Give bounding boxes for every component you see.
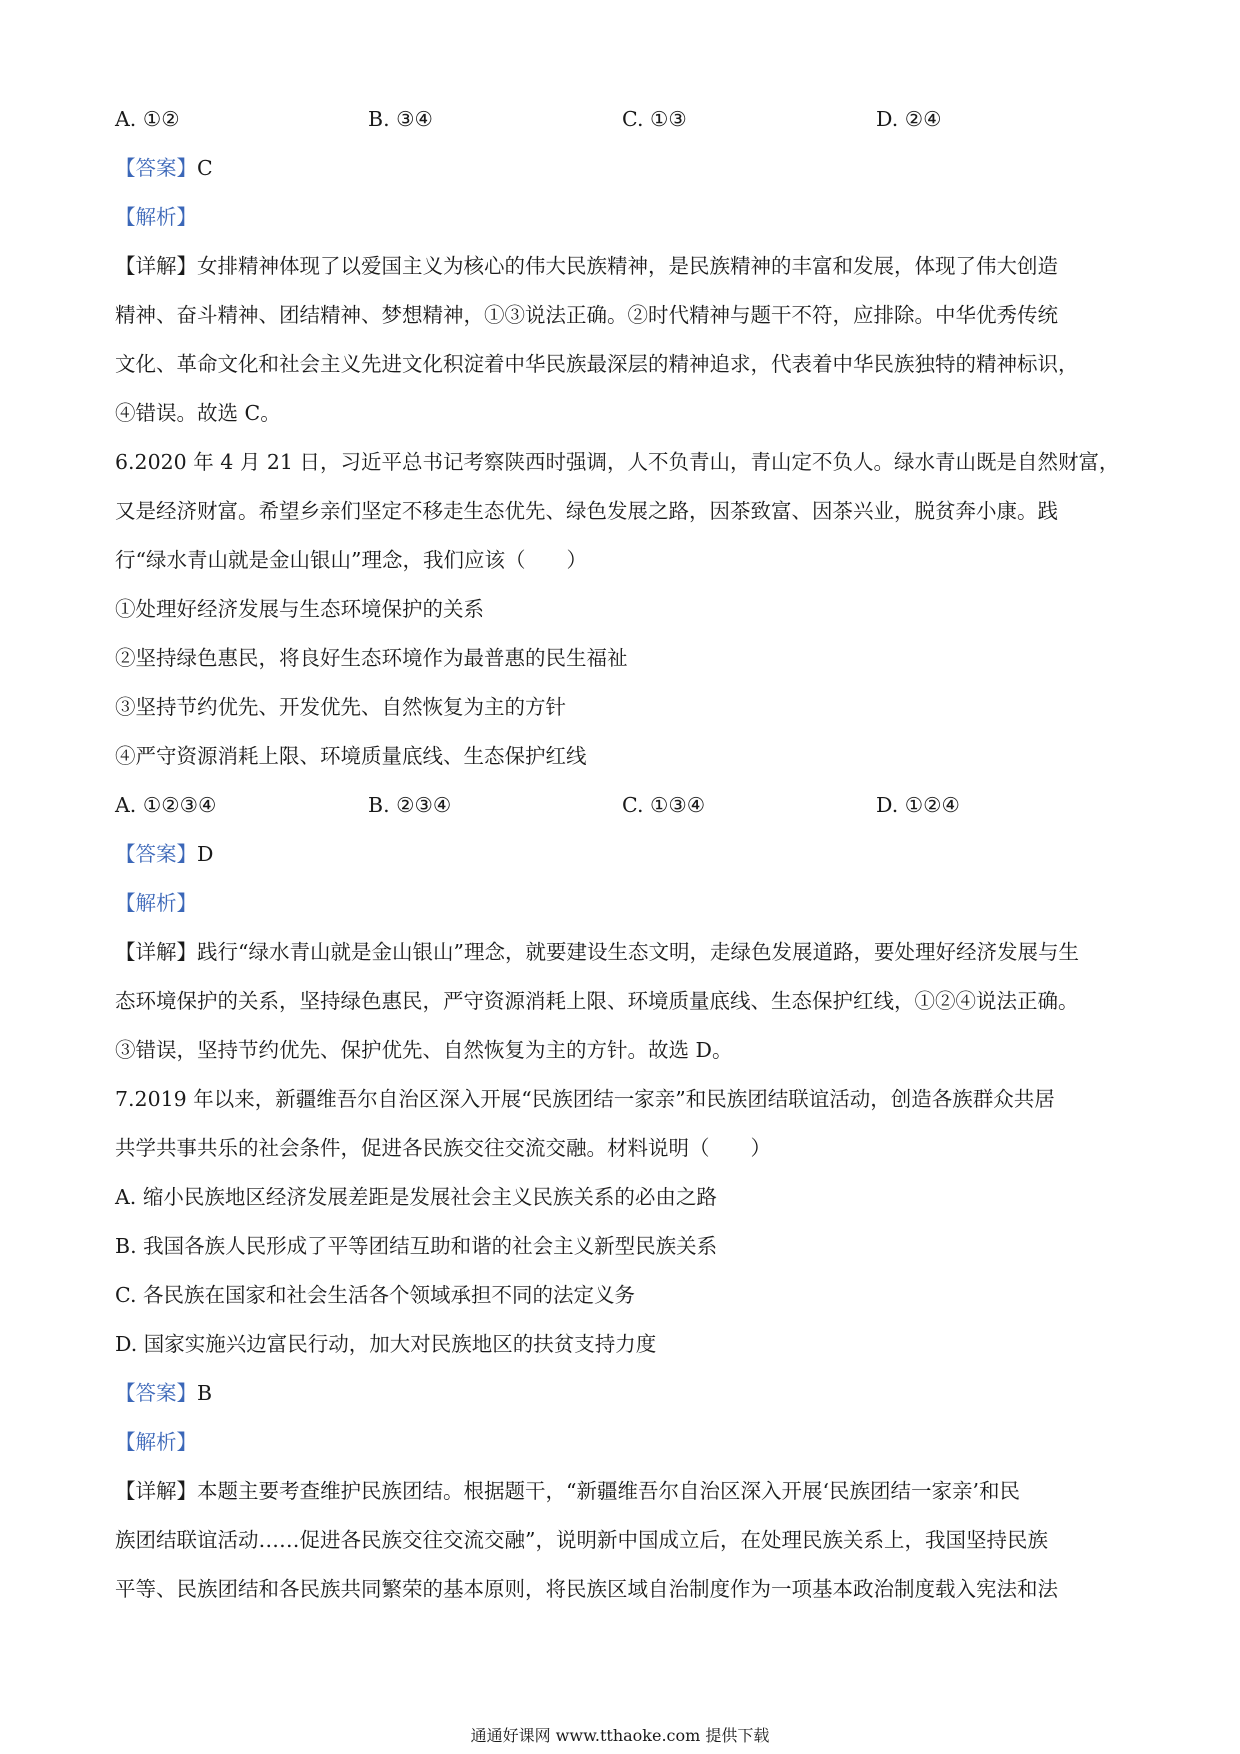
answer-tag: 【答案】	[115, 1381, 197, 1405]
analysis-tag: 【解析】	[115, 205, 197, 229]
q6-detail-line: 【详解】践行“绿水青山就是金山银山”理念，就要建设生态文明，走绿色发展道路，要处理好经济发展与生	[115, 940, 1079, 964]
answer-value: B	[197, 1381, 213, 1405]
q6-item: ③坚持节约优先、开发优先、自然恢复为主的方针	[115, 695, 566, 719]
q6-option-a: A. ①②③④	[115, 793, 217, 817]
q5-detail-line: ④错误。故选 C。	[115, 401, 281, 425]
q5-detail-line: 【详解】女排精神体现了以爱国主义为核心的伟大民族精神，是民族精神的丰富和发展，体现了伟大创造	[115, 254, 1058, 278]
q6-answer	[115, 839, 1135, 869]
q5-analysis	[115, 202, 1135, 232]
q7-option-c: C. 各民族在国家和社会生活各个领域承担不同的法定义务	[115, 1283, 635, 1307]
q7-detail-line: 族团结联谊活动……促进各民族交往交流交融”，说明新中国成立后，在处理民族关系上，我国坚持民族	[115, 1528, 1048, 1552]
answer-tag: 【答案】	[115, 842, 197, 866]
q6-stem-line: 又是经济财富。希望乡亲们坚定不移走生态优先、绿色发展之路，因茶致富、因茶兴业，脱贫奔小康。践	[115, 499, 1058, 523]
q7-option-a: A. 缩小民族地区经济发展差距是发展社会主义民族关系的必由之路	[115, 1185, 717, 1209]
q6-stem-line: 行“绿水青山就是金山银山”理念，我们应该（ ）	[115, 548, 587, 572]
q7-option-d: D. 国家实施兴边富民行动，加大对民族地区的扶贫支持力度	[115, 1332, 657, 1356]
q6-option-d: D. ①②④	[876, 793, 960, 817]
q7-analysis	[115, 1427, 1135, 1457]
q7-answer	[115, 1378, 1135, 1408]
q5-detail-line: 文化、革命文化和社会主义先进文化积淀着中华民族最深层的精神追求，代表着中华民族独特的精神标识，	[115, 352, 1079, 376]
q7-stem-line: 共学共事共乐的社会条件，促进各民族交往交流交融。材料说明（ ）	[115, 1136, 771, 1160]
detail-tag: 【详解】	[115, 1479, 197, 1503]
q6-item: ④严守资源消耗上限、环境质量底线、生态保护红线	[115, 744, 587, 768]
q6-item: ①处理好经济发展与生态环境保护的关系	[115, 597, 484, 621]
q6-option-b: B. ②③④	[368, 793, 452, 817]
analysis-tag: 【解析】	[115, 1430, 197, 1454]
q6-detail-line: 态环境保护的关系，坚持绿色惠民，严守资源消耗上限、环境质量底线、生态保护红线，①②④说法正确。	[115, 989, 1079, 1013]
q6-detail-line: ③错误，坚持节约优先、保护优先、自然恢复为主的方针。故选 D。	[115, 1038, 733, 1062]
q6-analysis	[115, 888, 1135, 918]
q6-item: ②坚持绿色惠民，将良好生态环境作为最普惠的民生福祉	[115, 646, 628, 670]
detail-tag: 【详解】	[115, 940, 197, 964]
answer-value: C	[197, 156, 213, 180]
q5-option-a: A. ①②	[115, 107, 180, 131]
q7-option-b: B. 我国各族人民形成了平等团结互助和谐的社会主义新型民族关系	[115, 1234, 718, 1258]
q5-answer	[115, 153, 1135, 183]
q6-stem-line: 6.2020 年 4 月 21 日，习近平总书记考察陕西时强调，人不负青山，青山定不负人。绿水青山既是自然财富，	[115, 450, 1120, 474]
answer-value: D	[197, 842, 214, 866]
analysis-tag: 【解析】	[115, 891, 197, 915]
q5-option-c: C. ①③	[622, 107, 687, 131]
page-footer: 通通好课网 www.tthaoke.com 提供下载	[470, 1726, 770, 1745]
answer-tag: 【答案】	[115, 156, 197, 180]
q6-option-c: C. ①③④	[622, 793, 706, 817]
q5-detail-line: 精神、奋斗精神、团结精神、梦想精神，①③说法正确。②时代精神与题干不符，应排除。中华优秀传统	[115, 303, 1058, 327]
q7-detail-line: 平等、民族团结和各民族共同繁荣的基本原则，将民族区域自治制度作为一项基本政治制度载入宪法和法	[115, 1577, 1058, 1601]
q7-stem-line: 7.2019 年以来，新疆维吾尔自治区深入开展“民族团结一家亲”和民族团结联谊活动，创造各族群众共居	[115, 1087, 1055, 1111]
detail-tag: 【详解】	[115, 254, 197, 278]
q5-option-d: D. ②④	[876, 107, 942, 131]
q7-detail-line: 【详解】本题主要考查维护民族团结。根据题干，“新疆维吾尔自治区深入开展‘民族团结一家亲’和民	[115, 1479, 1021, 1503]
q5-option-b: B. ③④	[368, 107, 433, 131]
